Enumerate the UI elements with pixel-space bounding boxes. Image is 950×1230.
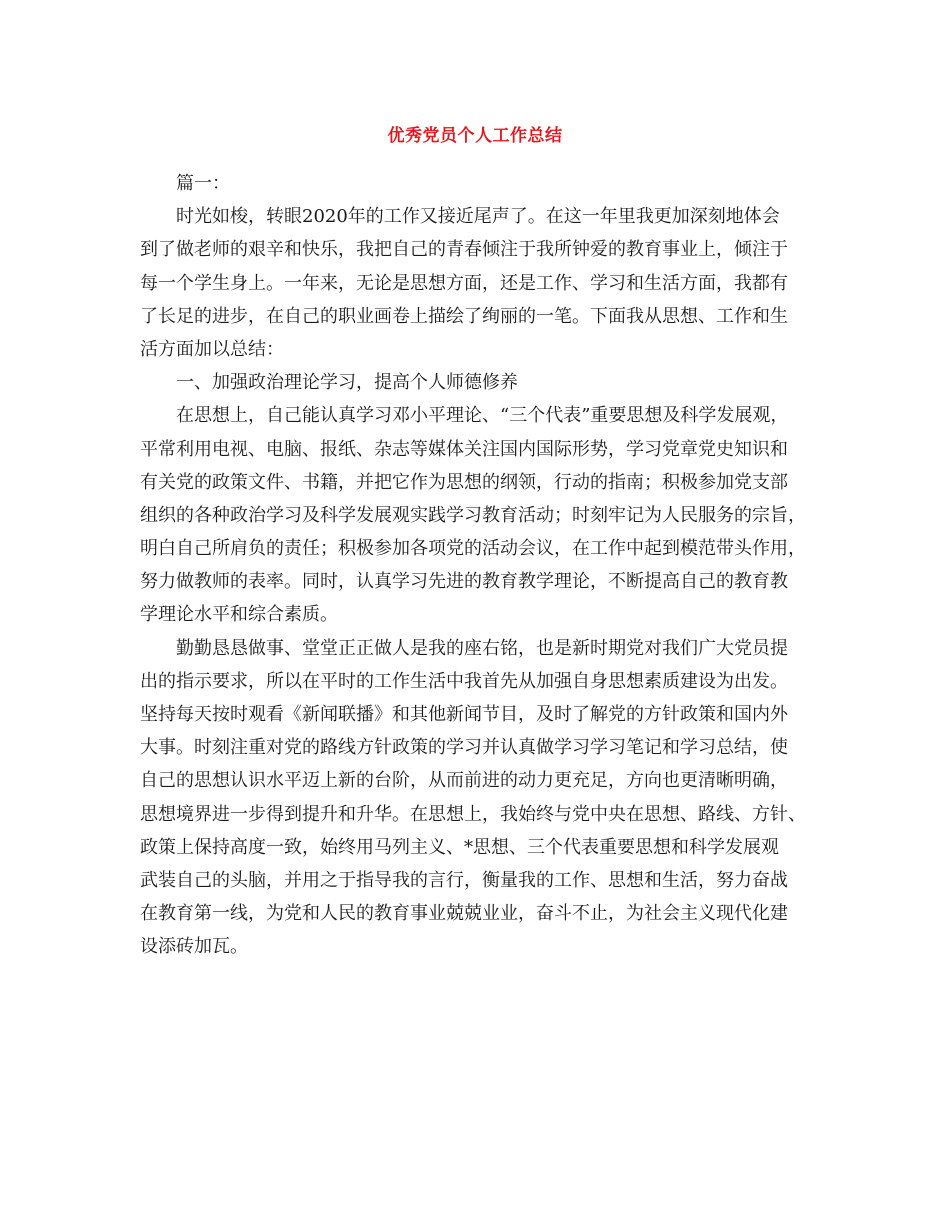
text-line: 努力做教师的表率。同时，认真学习先进的教育教学理论，不断提高自己的教育教 [140,571,788,593]
text-line: 在教育第一线，为党和人民的教育事业兢兢业业，奋斗不止，为社会主义现代化建 [140,903,788,925]
text-line: 活方面加以总结： [140,338,284,360]
text-line: 明白自己所肩负的责任；积极参加各项党的活动会议，在工作中起到模范带头作用， [140,538,806,560]
text-line: 平常利用电视、电脑、报纸、杂志等媒体关注国内国际形势，学习党章党史知识和 [140,438,788,460]
text-line: 设添砖加瓦。 [140,936,248,958]
document-title: 优秀党员个人工作总结 [387,126,563,146]
text-line: 时光如梭，转眼2020年的工作又接近尾声了。在这一年里我更加深刻地体会 [176,206,780,228]
text-line: 学理论水平和综合素质。 [140,604,338,626]
text-line: 大事。时刻注重对党的路线方针政策的学习并认真做学习学习笔记和学习总结，使 [140,737,788,759]
text-line: 有关党的政策文件、书籍，并把它作为思想的纲领，行动的指南；积极参加党支部 [140,471,788,493]
section-heading: 篇一： [176,173,230,194]
text-line: 思想境界进一步得到提升和升华。在思想上，我始终与党中央在思想、路线、方针、 [140,803,806,825]
text-line: 出的指示要求，所以在平时的工作生活中我首先从加强自身思想素质建设为出发。 [140,670,788,692]
text-line: 自己的思想认识水平迈上新的台阶，从而前进的动力更充足，方向也更清晰明确， [140,770,788,792]
text-line: 武装自己的头脑，并用之于指导我的言行，衡量我的工作、思想和生活，努力奋战 [140,869,788,891]
text-line: 政策上保持高度一致，始终用马列主义、*思想、三个代表重要思想和科学发展观 [140,836,779,858]
text-line: 在思想上，自己能认真学习邓小平理论、“三个代表”重要思想及科学发展观， [176,405,789,427]
text-line: 了长足的进步，在自己的职业画卷上描绘了绚丽的一笔。下面我从思想、工作和生 [140,305,788,327]
text-line: 每一个学生身上。一年来，无论是思想方面，还是工作、学习和生活方面，我都有 [140,272,788,294]
text-line: 坚持每天按时观看《新闻联播》和其他新闻节目，及时了解党的方针政策和国内外 [140,704,788,725]
text-line: 组织的各种政治学习及科学发展观实践学习教育活动；时刻牢记为人民服务的宗旨， [140,504,806,526]
text-line: 勤勤恳恳做事、堂堂正正做人是我的座右铭，也是新时期党对我们广大党员提 [176,637,788,659]
document-body [140,167,812,964]
subsection-heading: 一、加强政治理论学习，提高个人师德修养 [176,372,518,394]
text-line: 到了做老师的艰辛和快乐，我把自己的青春倾注于我所钟爱的教育事业上，倾注于 [140,239,788,261]
